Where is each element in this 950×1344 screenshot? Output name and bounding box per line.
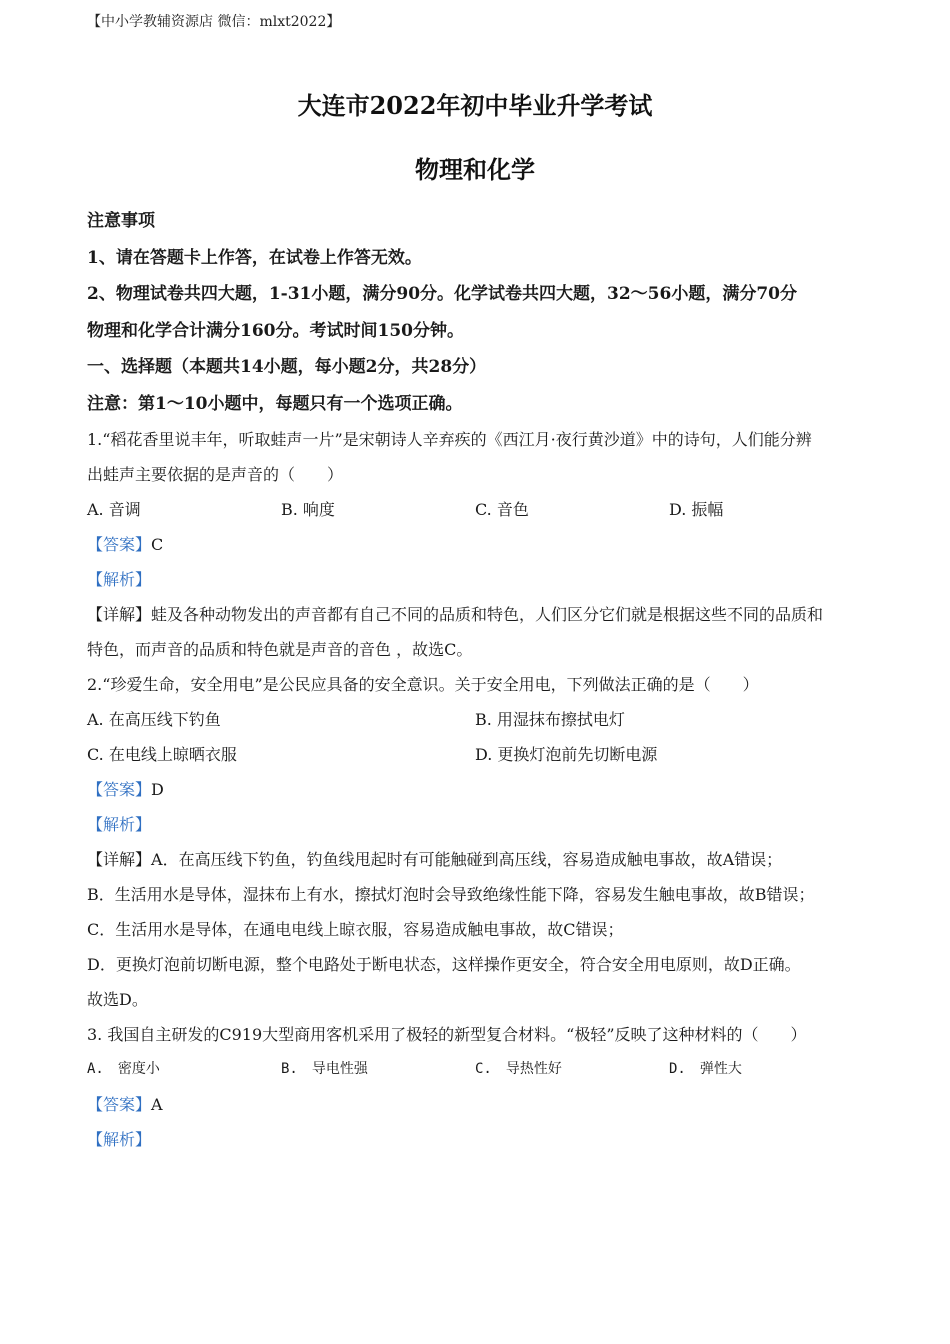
answer-tag: 【答案】 <box>87 1095 152 1114</box>
q2-option-b: B. 用湿抹布擦拭电灯 <box>475 710 625 729</box>
q1-options <box>87 492 867 527</box>
exam-title: 大连市2022年初中毕业升学考试 <box>297 91 653 120</box>
q2-detail-line-2: B．生活用水是导体，湿抹布上有水，擦拭灯泡时会导致绝缘性能下降，容易发生触电事故，故B错误； <box>87 885 815 904</box>
q1-option-c: C. 音色 <box>475 500 529 519</box>
q2-detail-text-1: A．在高压线下钓鱼，钓鱼线甩起时有可能触碰到高压线，容易造成触电事故，故A错误； <box>151 850 783 869</box>
q1-analysis <box>87 562 867 597</box>
q1-answer <box>87 527 867 562</box>
notice-heading: 注意事项 <box>87 211 155 231</box>
q1-stem-line-2: 出蛙声主要依据的是声音的（ ） <box>87 465 344 484</box>
q3-analysis <box>87 1122 867 1157</box>
q1-answer-value: C <box>151 535 164 554</box>
q2-answer-value: D <box>151 780 164 799</box>
q2-option-d: D. 更换灯泡前先切断电源 <box>475 745 658 764</box>
answer-tag: 【答案】 <box>87 780 152 799</box>
q2-detail-line-4: D．更换灯泡前切断电源，整个电路处于断电状态，这样操作更安全，符合安全用电原则，故D正确。 <box>87 955 801 974</box>
q1-option-a: A. 音调 <box>87 500 141 519</box>
notice-item-2-line-1: 2、物理试卷共四大题，1-31小题，满分90分。化学试卷共四大题，32～56小题，满分70分 <box>87 284 797 304</box>
q3-option-d: D. 弹性大 <box>669 1061 742 1077</box>
q3-options <box>87 1052 867 1087</box>
q2-stem-line-1: 2.“珍爱生命，安全用电”是公民应具备的安全意识。关于安全用电，下列做法正确的是（ ） <box>87 675 759 694</box>
q1-option-d: D. 振幅 <box>669 500 724 519</box>
analysis-tag: 【解析】 <box>87 815 152 834</box>
q2-options-row-1 <box>87 702 867 737</box>
q2-detail-line-5: 故选D。 <box>87 990 148 1009</box>
section-heading: 一、选择题（本题共14小题，每小题2分，共28分） <box>87 357 487 377</box>
q2-options-row-2 <box>87 737 867 772</box>
q1-stem-line-1: 1.“稻花香里说丰年，听取蛙声一片”是宋朝诗人辛弃疾的《西江月·夜行黄沙道》中的诗句，人们能分辨 <box>87 430 812 449</box>
q1-detail-line-2: 特色，而声音的品质和特色就是声音的音色 ，故选C。 <box>87 640 473 659</box>
section-note: 注意：第1～10小题中，每题只有一个选项正确。 <box>87 393 463 414</box>
notice-item-1: 1、请在答题卡上作答，在试卷上作答无效。 <box>87 247 422 268</box>
q3-option-c: C. 导热性好 <box>475 1061 562 1077</box>
q2-answer <box>87 772 867 807</box>
q1-option-b: B. 响度 <box>281 500 335 519</box>
q3-answer <box>87 1087 867 1122</box>
header-note: 【中小学教辅资源店 微信：mlxt2022】 <box>87 14 341 30</box>
detail-tag: 【详解】 <box>87 605 152 624</box>
q2-option-a: A. 在高压线下钓鱼 <box>87 710 221 729</box>
q3-option-a: A. 密度小 <box>87 1061 160 1077</box>
detail-tag: 【详解】 <box>87 850 152 869</box>
answer-tag: 【答案】 <box>87 535 152 554</box>
q1-detail-line-1 <box>87 597 867 632</box>
analysis-tag: 【解析】 <box>87 1130 152 1149</box>
q2-detail-line-3: C．生活用水是导体，在通电电线上晾衣服，容易造成触电事故，故C错误； <box>87 920 624 939</box>
q2-option-c: C. 在电线上晾晒衣服 <box>87 745 237 764</box>
exam-content <box>87 203 867 1157</box>
analysis-tag: 【解析】 <box>87 570 152 589</box>
exam-subtitle: 物理和化学 <box>415 155 535 184</box>
q1-detail-text-1: 蛙及各种动物发出的声音都有自己不同的品质和特色，人们区分它们就是根据这些不同的品质和 <box>151 605 824 624</box>
q2-detail-line-1 <box>87 842 867 877</box>
q3-answer-value: A <box>151 1095 163 1114</box>
q3-option-b: B. 导电性强 <box>281 1061 368 1077</box>
notice-item-2-line-2: 物理和化学合计满分160分。考试时间150分钟。 <box>87 320 464 341</box>
q2-analysis <box>87 807 867 842</box>
q3-stem-line-1: 3. 我国自主研发的C919大型商用客机采用了极轻的新型复合材料。“极轻”反映了这种材料的（ ） <box>87 1025 807 1044</box>
